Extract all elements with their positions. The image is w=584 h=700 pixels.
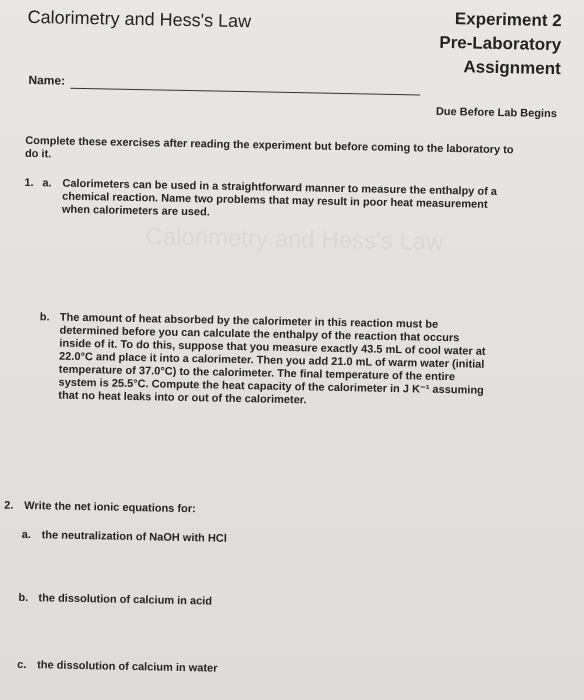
question-2a-label: a. xyxy=(21,528,31,542)
question-1-number: 1. xyxy=(24,176,34,190)
question-1a-text: Calorimeters can be used in a straightforward manner to measure the enthalpy of a chemical reaction. Name two problems that may result in poor heat measurement when calorimeters are used. xyxy=(61,177,498,219)
assignment-label: Assignment xyxy=(463,57,561,79)
question-1b-label: b. xyxy=(39,311,50,324)
question-2-number: 2. xyxy=(4,499,14,512)
name-label: Name: xyxy=(28,72,66,88)
bleed-through-text: Calorimetry and Hess's Law xyxy=(145,223,444,256)
question-2b-label: b. xyxy=(18,591,29,605)
question-1a-label: a. xyxy=(42,177,52,190)
question-2-text: Write the net ionic equations for: xyxy=(24,499,196,516)
question-2c-text: the dissolution of calcium in water xyxy=(37,659,218,675)
question-2b-text: the dissolution of calcium in acid xyxy=(38,592,213,608)
due-note: Due Before Lab Begins xyxy=(435,105,558,121)
worksheet-title: Calorimetry and Hess's Law xyxy=(27,6,252,32)
prelab-label: Pre-Laboratory xyxy=(439,32,562,55)
experiment-number: Experiment 2 xyxy=(454,9,562,31)
name-field-line xyxy=(70,88,420,96)
instructions: Complete these exercises after reading the experiment but before coming to the laboratory to do it. xyxy=(24,134,514,161)
question-2c-label: c. xyxy=(17,658,27,672)
question-2a-text: the neutralization of NaOH with HCl xyxy=(41,529,227,545)
experiment-heading xyxy=(439,7,562,81)
question-1b-text: The amount of heat absorbed by the calorimeter in this reaction must be determined before you can calculate the enthalpy of the reaction that occurs inside of it. To do this, suppose that you measure exactly 43.5 mL of cool water at 22.0°C and place it into a calorimeter. Then you add 21.0 mL of warm water (initial temperature of 37.0°C) to the calorimeter. The final temperature of the entire system is 25.5°C. Compute the heat capacity of the calorimeter in J K⁻¹ assuming that no heat leaks into or out of the calorimeter. xyxy=(58,311,486,407)
